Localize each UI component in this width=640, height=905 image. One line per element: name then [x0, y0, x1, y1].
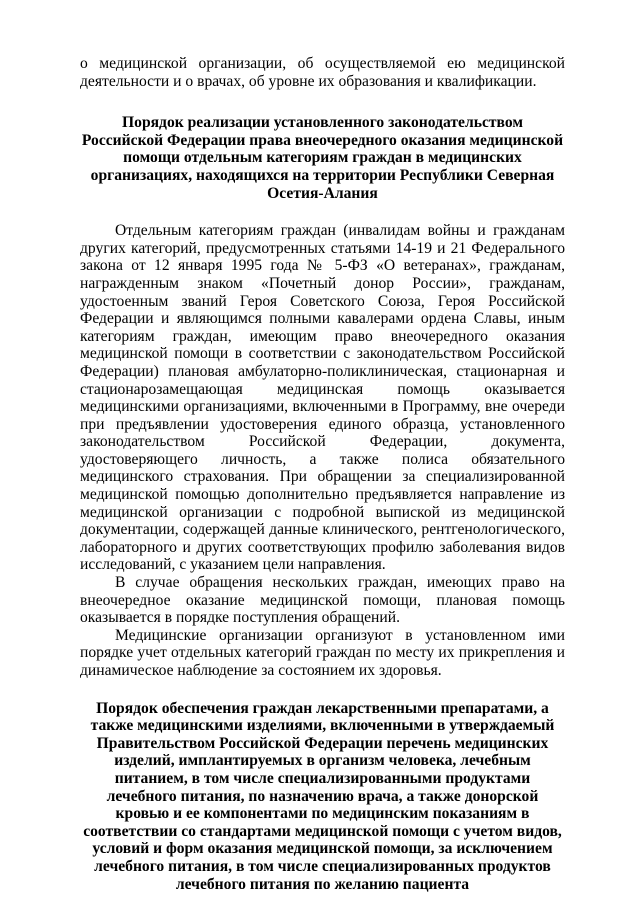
- section-heading-medication-supply: Порядок обеспечения граждан лекарственными препаратами, а также медицинскими изделиями, включенными в утверждаемый Правительством Российской Федерации перечень медицинских изделий, имплантируемых в организм человека, лечебным питанием, в том числе специализированными продуктами лечебного питания, по назначению врача, а также донорской кровью и ее компонентами по медицинским показаниям в соответствии со стандартами медицинской помощи с учетом видов, условий и форм оказания медицинской помощи, за исключением лечебного питания, в том числе специализированных продуктов лечебного питания по желанию пациента: [83, 699, 562, 893]
- paragraph-registration: Медицинские организации организуют в установленном ими порядке учет отдельных категорий граждан по месту их прикрепления и динамическое наблюдение за состоянием их здоровья.: [80, 626, 565, 679]
- document-body: [80, 55, 565, 893]
- paragraph-priority-categories: Отдельным категориям граждан (инвалидам войны и гражданам других категорий, предусмотренных статьями 14-19 и 21 Федерального закона от 12 января 1995 года № 5-ФЗ «О ветеранах», гражданам, награжденным знаком «Почетный донор России», гражданам, удостоенным званий Героя Советского Союза, Героя Российской Федерации и являющимся полными кавалерами ордена Славы, иным категориям граждан, имеющим право внеочередного оказания медицинской помощи в соответствии с законодательством Российской Федерации) плановая амбулаторно-поликлиническая, стационарная и стационарозамещающая медицинская помощь оказывается медицинскими организациями, включенными в Программу, вне очереди при предъявлении удостоверения единого образца, установленного законодательством Российской Федерации, документа, удостоверяющего личность, а также полиса обязательного медицинского страхования. При обращении за специализированной медицинской помощью дополнительно предъявляется направление из медицинской организации с подробной выпиской из медицинской документации, содержащей данные клинического, рентгенологического, лабораторного и других соответствующих профилю заболевания видов исследований, с указанием цели направления.: [80, 222, 565, 574]
- section-heading-priority-care: Порядок реализации установленного законодательством Российской Федерации права внеочередного оказания медицинской помощи отдельным категориям граждан в медицинских организациях, находящихся на территории Республики Северная Осетия-Алания: [81, 114, 564, 202]
- intro-paragraph: о медицинской организации, об осуществляемой ею медицинской деятельности и о врачах, об уровне их образования и квалификации.: [80, 55, 565, 90]
- paragraph-multiple-requests: В случае обращения нескольких граждан, имеющих право на внеочередное оказание медицинской помощи, плановая помощь оказывается в порядке поступления обращений.: [80, 574, 565, 627]
